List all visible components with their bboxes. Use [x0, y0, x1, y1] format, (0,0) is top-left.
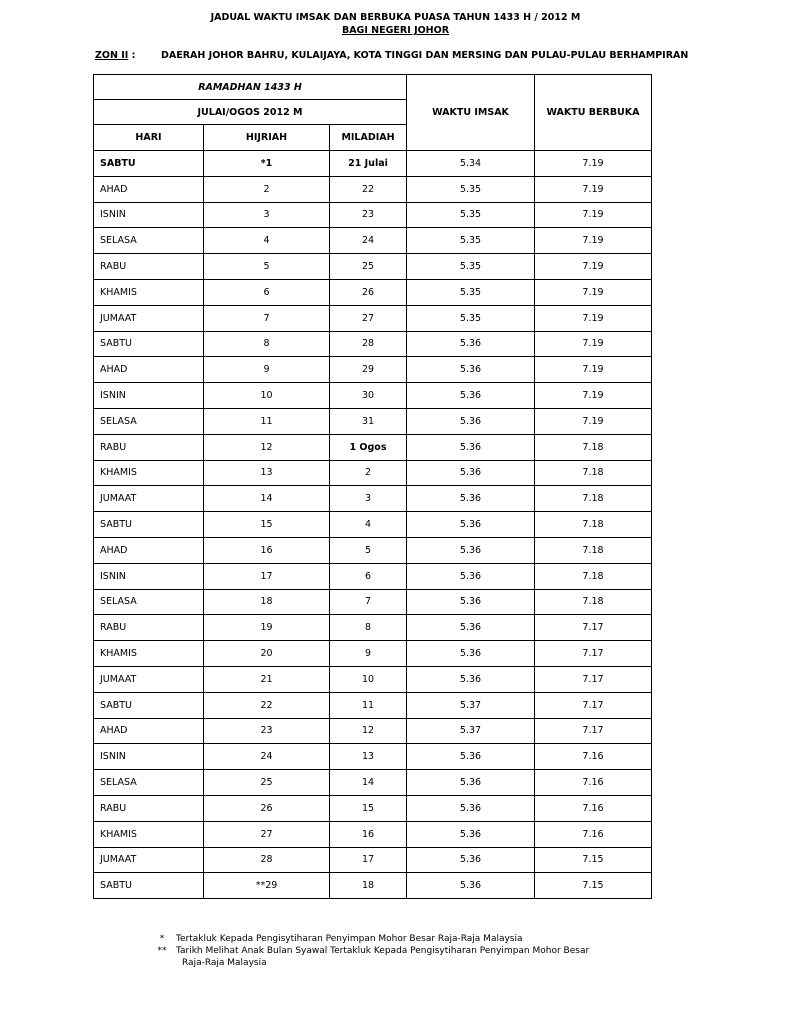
document-title: JADUAL WAKTU IMSAK DAN BERBUKA PUASA TAHUN 1433 H / 2012 M — [210, 12, 581, 23]
table-row — [94, 615, 652, 641]
hari-cell: SABTU — [94, 512, 204, 538]
hari-cell: JUMAAT — [94, 847, 204, 873]
hijriah-cell: 9 — [204, 357, 330, 383]
footnote-2-continuation: Raja-Raja Malaysia — [182, 958, 267, 968]
miladiah-cell: 16 — [330, 821, 407, 847]
miladiah-cell: 8 — [330, 615, 407, 641]
table-row — [94, 821, 652, 847]
hijriah-cell: 2 — [204, 176, 330, 202]
table-row — [94, 408, 652, 434]
table-row — [94, 460, 652, 486]
miladiah-cell: 23 — [330, 202, 407, 228]
table-row — [94, 718, 652, 744]
berbuka-cell: 7.17 — [535, 692, 652, 718]
hari-cell: ISNIN — [94, 744, 204, 770]
miladiah-cell: 10 — [330, 666, 407, 692]
berbuka-cell: 7.16 — [535, 821, 652, 847]
table-row — [94, 692, 652, 718]
miladiah-cell: 29 — [330, 357, 407, 383]
imsak-cell: 5.36 — [407, 641, 535, 667]
hari-cell: AHAD — [94, 176, 204, 202]
berbuka-cell: 7.19 — [535, 357, 652, 383]
hijriah-cell: 24 — [204, 744, 330, 770]
miladiah-cell: 21 Julai — [330, 151, 407, 177]
hari-cell: JUMAAT — [94, 305, 204, 331]
berbuka-cell: 7.19 — [535, 279, 652, 305]
hijriah-cell: 22 — [204, 692, 330, 718]
hari-cell: RABU — [94, 795, 204, 821]
footnote-1 — [148, 933, 589, 945]
miladiah-cell: 9 — [330, 641, 407, 667]
zone-line — [95, 50, 689, 61]
berbuka-cell: 7.18 — [535, 434, 652, 460]
berbuka-cell: 7.17 — [535, 666, 652, 692]
hijriah-cell: 14 — [204, 486, 330, 512]
berbuka-cell: 7.19 — [535, 254, 652, 280]
miladiah-cell: 6 — [330, 563, 407, 589]
imsak-cell: 5.35 — [407, 305, 535, 331]
berbuka-cell: 7.16 — [535, 770, 652, 796]
hari-cell: JUMAAT — [94, 486, 204, 512]
hijriah-header: HIJRIAH — [204, 125, 330, 151]
berbuka-cell: 7.19 — [535, 408, 652, 434]
miladiah-cell: 26 — [330, 279, 407, 305]
berbuka-cell: 7.15 — [535, 847, 652, 873]
hijriah-cell: 15 — [204, 512, 330, 538]
hijriah-cell: 13 — [204, 460, 330, 486]
miladiah-cell: 5 — [330, 537, 407, 563]
miladiah-header: MILADIAH — [330, 125, 407, 151]
footnote-text: Tertakluk Kepada Pengisytiharan Penyimpan Mohor Besar Raja-Raja Malaysia — [176, 934, 523, 944]
hari-cell: ISNIN — [94, 202, 204, 228]
table-row — [94, 176, 652, 202]
berbuka-cell: 7.17 — [535, 641, 652, 667]
hijriah-cell: 12 — [204, 434, 330, 460]
imsak-cell: 5.36 — [407, 615, 535, 641]
table-row — [94, 357, 652, 383]
hari-cell: AHAD — [94, 357, 204, 383]
table-row — [94, 873, 652, 899]
berbuka-cell: 7.19 — [535, 202, 652, 228]
hari-header: HARI — [94, 125, 204, 151]
table-row — [94, 666, 652, 692]
footnote-mark: * — [159, 934, 165, 944]
hijriah-cell: *1 — [204, 151, 330, 177]
imsak-cell: 5.35 — [407, 202, 535, 228]
berbuka-cell: 7.18 — [535, 537, 652, 563]
zone-label: ZON II — [95, 50, 129, 61]
footnote-mark: ** — [157, 946, 167, 956]
hari-cell: SELASA — [94, 589, 204, 615]
imsak-cell: 5.36 — [407, 357, 535, 383]
berbuka-cell: 7.19 — [535, 176, 652, 202]
hari-cell: JUMAAT — [94, 666, 204, 692]
hari-cell: KHAMIS — [94, 821, 204, 847]
table-row — [94, 383, 652, 409]
footnotes — [148, 933, 589, 969]
hijriah-cell: 8 — [204, 331, 330, 357]
table-row — [94, 641, 652, 667]
zone-colon: : — [131, 50, 136, 61]
imsak-cell: 5.36 — [407, 589, 535, 615]
miladiah-cell: 15 — [330, 795, 407, 821]
miladiah-cell: 2 — [330, 460, 407, 486]
imsak-cell: 5.36 — [407, 744, 535, 770]
miladiah-cell: 24 — [330, 228, 407, 254]
imsak-cell: 5.36 — [407, 563, 535, 589]
hijriah-cell: 4 — [204, 228, 330, 254]
hari-cell: KHAMIS — [94, 460, 204, 486]
table-row — [94, 537, 652, 563]
miladiah-cell: 4 — [330, 512, 407, 538]
hijriah-cell: 28 — [204, 847, 330, 873]
table-row — [94, 589, 652, 615]
miladiah-cell: 7 — [330, 589, 407, 615]
zone-description: DAERAH JOHOR BAHRU, KULAIJAYA, KOTA TINGGI DAN MERSING DAN PULAU-PULAU BERHAMPIRAN — [161, 50, 689, 61]
table-row — [94, 434, 652, 460]
hijriah-cell: 25 — [204, 770, 330, 796]
hijriah-cell: 27 — [204, 821, 330, 847]
miladiah-cell: 18 — [330, 873, 407, 899]
footnote-2 — [148, 945, 589, 957]
imsak-cell: 5.37 — [407, 718, 535, 744]
hijriah-cell: 10 — [204, 383, 330, 409]
table-row — [94, 563, 652, 589]
berbuka-cell: 7.19 — [535, 151, 652, 177]
berbuka-cell: 7.18 — [535, 512, 652, 538]
imsak-cell: 5.37 — [407, 692, 535, 718]
hari-cell: RABU — [94, 615, 204, 641]
berbuka-cell: 7.19 — [535, 383, 652, 409]
hijriah-cell: 11 — [204, 408, 330, 434]
miladiah-cell: 11 — [330, 692, 407, 718]
miladiah-cell: 1 Ogos — [330, 434, 407, 460]
imsak-cell: 5.36 — [407, 770, 535, 796]
hari-cell: KHAMIS — [94, 641, 204, 667]
berbuka-cell: 7.17 — [535, 615, 652, 641]
hari-cell: SELASA — [94, 228, 204, 254]
table-row — [94, 202, 652, 228]
state-name: BAGI NEGERI JOHOR — [341, 25, 450, 36]
hijriah-cell: 17 — [204, 563, 330, 589]
hari-cell: AHAD — [94, 718, 204, 744]
imsak-cell: 5.36 — [407, 847, 535, 873]
miladiah-cell: 27 — [330, 305, 407, 331]
hijriah-cell: 5 — [204, 254, 330, 280]
berbuka-cell: 7.18 — [535, 486, 652, 512]
imsak-cell: 5.36 — [407, 821, 535, 847]
hari-cell: SABTU — [94, 331, 204, 357]
imsak-cell: 5.34 — [407, 151, 535, 177]
miladiah-cell: 14 — [330, 770, 407, 796]
imsak-cell: 5.35 — [407, 254, 535, 280]
berbuka-cell: 7.18 — [535, 589, 652, 615]
imsak-cell: 5.36 — [407, 486, 535, 512]
berbuka-cell: 7.16 — [535, 744, 652, 770]
hijriah-cell: 26 — [204, 795, 330, 821]
berbuka-cell: 7.15 — [535, 873, 652, 899]
hijriah-cell: 7 — [204, 305, 330, 331]
berbuka-cell: 7.18 — [535, 460, 652, 486]
berbuka-cell: 7.18 — [535, 563, 652, 589]
hari-cell: SELASA — [94, 770, 204, 796]
imsak-cell: 5.35 — [407, 228, 535, 254]
hijriah-cell: 20 — [204, 641, 330, 667]
miladiah-cell: 17 — [330, 847, 407, 873]
miladiah-cell: 22 — [330, 176, 407, 202]
julai-ogos-header: JULAI/OGOS 2012 M — [94, 100, 407, 125]
miladiah-cell: 12 — [330, 718, 407, 744]
miladiah-cell: 30 — [330, 383, 407, 409]
imsak-cell: 5.35 — [407, 279, 535, 305]
waktu-berbuka-header: WAKTU BERBUKA — [535, 75, 652, 151]
hari-cell: SABTU — [94, 692, 204, 718]
imsak-cell: 5.36 — [407, 408, 535, 434]
imsak-cell: 5.35 — [407, 176, 535, 202]
hijriah-cell: 21 — [204, 666, 330, 692]
hijriah-cell: **29 — [204, 873, 330, 899]
hari-cell: SABTU — [94, 151, 204, 177]
hijriah-cell: 18 — [204, 589, 330, 615]
miladiah-cell: 13 — [330, 744, 407, 770]
imsak-cell: 5.36 — [407, 331, 535, 357]
table-row — [94, 279, 652, 305]
hijriah-cell: 19 — [204, 615, 330, 641]
imsak-cell: 5.36 — [407, 795, 535, 821]
table-row — [94, 770, 652, 796]
berbuka-cell: 7.19 — [535, 228, 652, 254]
hari-cell: SELASA — [94, 408, 204, 434]
imsak-cell: 5.36 — [407, 434, 535, 460]
table-row — [94, 228, 652, 254]
hari-cell: KHAMIS — [94, 279, 204, 305]
table-row — [94, 331, 652, 357]
berbuka-cell: 7.17 — [535, 718, 652, 744]
berbuka-cell: 7.16 — [535, 795, 652, 821]
imsak-cell: 5.36 — [407, 666, 535, 692]
hijriah-cell: 6 — [204, 279, 330, 305]
hijriah-cell: 3 — [204, 202, 330, 228]
table-row — [94, 847, 652, 873]
hijriah-cell: 23 — [204, 718, 330, 744]
table-row — [94, 795, 652, 821]
table-row — [94, 486, 652, 512]
miladiah-cell: 31 — [330, 408, 407, 434]
miladiah-cell: 3 — [330, 486, 407, 512]
schedule-table — [93, 74, 652, 899]
table-row — [94, 151, 652, 177]
table-row — [94, 512, 652, 538]
imsak-cell: 5.36 — [407, 460, 535, 486]
miladiah-cell: 25 — [330, 254, 407, 280]
imsak-cell: 5.36 — [407, 873, 535, 899]
document-subtitle — [0, 25, 791, 36]
hari-cell: ISNIN — [94, 563, 204, 589]
ramadhan-header: RAMADHAN 1433 H — [94, 75, 407, 100]
imsak-cell: 5.36 — [407, 537, 535, 563]
berbuka-cell: 7.19 — [535, 305, 652, 331]
waktu-imsak-header: WAKTU IMSAK — [407, 75, 535, 151]
hari-cell: ISNIN — [94, 383, 204, 409]
hari-cell: SABTU — [94, 873, 204, 899]
hijriah-cell: 16 — [204, 537, 330, 563]
imsak-cell: 5.36 — [407, 383, 535, 409]
hari-cell: RABU — [94, 254, 204, 280]
imsak-cell: 5.36 — [407, 512, 535, 538]
table-row — [94, 305, 652, 331]
hari-cell: RABU — [94, 434, 204, 460]
footnote-text: Tarikh Melihat Anak Bulan Syawal Tertakluk Kepada Pengisytiharan Penyimpan Mohor Besar — [176, 946, 590, 956]
table-row — [94, 744, 652, 770]
hari-cell: AHAD — [94, 537, 204, 563]
berbuka-cell: 7.19 — [535, 331, 652, 357]
table-row — [94, 254, 652, 280]
miladiah-cell: 28 — [330, 331, 407, 357]
